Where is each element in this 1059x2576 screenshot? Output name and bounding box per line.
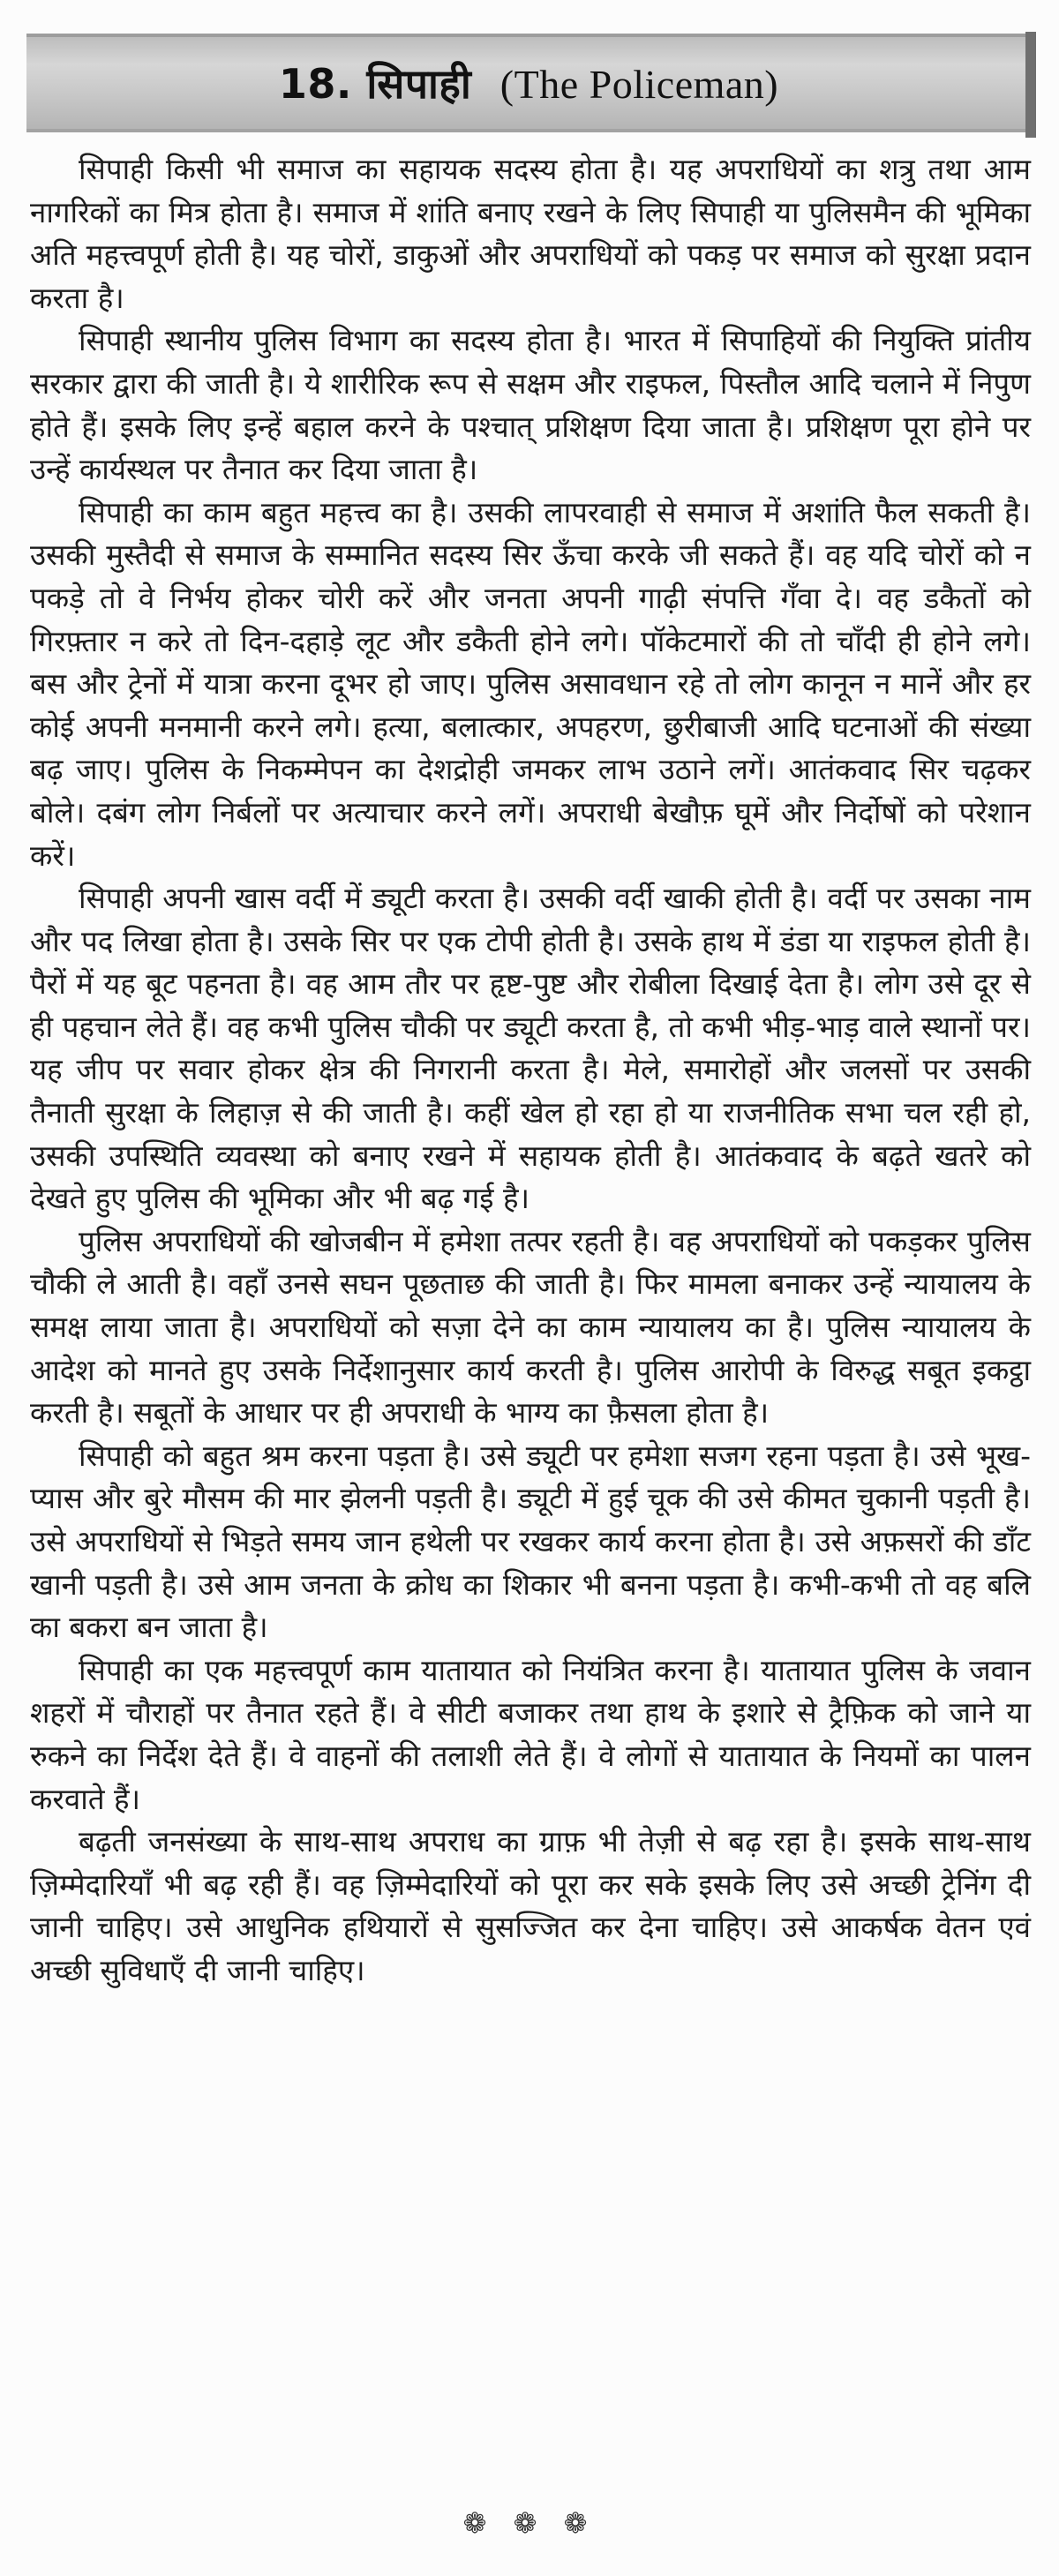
- page-title: [279, 56, 778, 110]
- paragraph-7: सिपाही का एक महत्त्वपूर्ण काम यातायात को नियंत्रित करना है। यातायात पुलिस के जवान शहरों में चौराहों पर तैनात रहते हैं। वे सीटी बजाकर तथा हाथ के इशारे से ट्रैफ़िक को जाने या रुकने का निर्देश देते हैं। वे वाहनों की तलाशी लेते हैं। वे लोगों से यातायात के नियमों का पालन करवाते हैं।: [30, 1652, 1031, 1816]
- title-english: (The Policeman): [499, 62, 779, 107]
- paragraph-6: सिपाही को बहुत श्रम करना पड़ता है। उसे ड्यूटी पर हमेशा सजग रहना पड़ता है। उसे भूख-प्यास और बुरे मौसम की मार झेलनी पड़ती है। ड्यूटी में हुई चूक की उसे कीमत चुकानी पड़ती है। उसे अपराधियों से भिड़ते समय जान हथेली पर रखकर कार्य करना होता है। उसे अफ़सरों की डाँट खानी पड़ती है। उसे आम जनता के क्रोध का शिकार भी बनना पड़ता है। कभी-कभी तो वह बलि का बकरा बन जाता है।: [30, 1438, 1031, 1645]
- title-hindi: सिपाही: [366, 60, 472, 108]
- paragraph-1: सिपाही किसी भी समाज का सहायक सदस्य होता है। यह अपराधियों का शत्रु तथा आम नागरिकों का मित्र होता है। समाज में शांति बनाए रखने के लिए सिपाही या पुलिसमैन की भूमिका अति महत्त्वपूर्ण होती है। यह चोरों, डाकुओं और अपराधियों को पकड़ पर समाज को सुरक्षा प्रदान करता है।: [30, 152, 1031, 315]
- title-banner: [26, 34, 1031, 132]
- chapter-number: 18.: [278, 60, 352, 108]
- paragraph-2: सिपाही स्थानीय पुलिस विभाग का सदस्य होता है। भारत में सिपाहियों की नियुक्ति प्रांतीय सरकार द्वारा की जाती है। ये शारीरिक रूप से सक्षम और राइफल, पिस्तौल आदि चलाने में निपुण होते हैं। इसके लिए इन्हें बहाल करने के पश्चात् प्रशिक्षण दिया जाता है। प्रशिक्षण पूरा होने पर उन्हें कार्यस्थल पर तैनात कर दिया जाता है।: [30, 323, 1031, 487]
- paragraph-4: सिपाही अपनी खास वर्दी में ड्यूटी करता है। उसकी वर्दी खाकी होती है। वर्दी पर उसका नाम और पद लिखा होता है। उसके सिर पर एक टोपी होती है। उसके हाथ में डंडा या राइफल होती है। पैरों में यह बूट पहनता है। वह आम तौर पर हृष्ट-पुष्ट और रोबीला दिखाई देता है। लोग उसे दूर से ही पहचान लेते हैं। वह कभी पुलिस चौकी पर ड्यूटी करता है, तो कभी भीड़-भाड़ वाले स्थानों पर। यह जीप पर सवार होकर क्षेत्र की निगरानी करता है। मेले, समारोहों और जलसों पर उसकी तैनाती सुरक्षा के लिहाज़ से की जाती है। कहीं खेल हो रहा हो या राजनीतिक सभा चल रही हो, उसकी उपस्थिति व्यवस्था को बनाए रखने में सहायक होती है। आतंकवाद के बढ़ते खतरे को देखते हुए पुलिस की भूमिका और भी बढ़ गई है।: [30, 881, 1031, 1216]
- paragraph-3: सिपाही का काम बहुत महत्त्व का है। उसकी लापरवाही से समाज में अशांति फैल सकती है। उसकी मुस्तैदी से समाज के सम्मानित सदस्य सिर ऊँचा करके जी सकते हैं। वह यदि चोरों को न पकड़े तो वे निर्भय होकर चोरी करें और जनता अपनी गाढ़ी संपत्ति गँवा दे। वह डकैतों को गिरफ़्तार न करे तो दिन-दहाड़े लूट और डकैती होने लगे। पॉकेटमारों की तो चाँदी ही होने लगे। बस और ट्रेनों में यात्रा करना दूभर हो जाए। पुलिस असावधान रहे तो लोग कानून न मानें और हर कोई अपनी मनमानी करने लगे। हत्या, बलात्कार, अपहरण, छुरीबाजी आदि घटनाओं की संख्या बढ़ जाए। पुलिस के निकम्मेपन का देशद्रोही जमकर लाभ उठाने लगें। आतंकवाद सिर चढ़कर बोले। दबंग लोग निर्बलों पर अत्याचार करने लगें। अपराधी बेखौफ़ घूमें और निर्दोषों को परेशान करें।: [30, 494, 1031, 873]
- paragraph-5: पुलिस अपराधियों की खोजबीन में हमेशा तत्पर रहती है। वह अपराधियों को पकड़कर पुलिस चौकी ले आती है। वहाँ उनसे सघन पूछताछ की जाती है। फिर मामला बनाकर उन्हें न्यायालय के समक्ष लाया जाता है। अपराधियों को सज़ा देने का काम न्यायालय का है। पुलिस न्यायालय के आदेश को मानते हुए उसके निर्देशानुसार कार्य करती है। पुलिस आरोपी के विरुद्ध सबूत इकट्ठा करती है। सबूतों के आधार पर ही अपराधी के भाग्य का फ़ैसला होता है।: [30, 1223, 1031, 1431]
- essay-body: [30, 148, 1031, 1993]
- paragraph-8: बढ़ती जनसंख्या के साथ-साथ अपराध का ग्राफ़ भी तेज़ी से बढ़ रहा है। इसके साथ-साथ ज़िम्मेदारियाँ भी बढ़ रही हैं। वह ज़िम्मेदारियों को पूरा कर सके इसके लिए उसे अच्छी ट्रेनिंग दी जानी चाहिए। उसे आधुनिक हथियारों से सुसज्जित कर देना चाहिए। उसे आकर्षक वेतन एवं अच्छी सुविधाएँ दी जानी चाहिए।: [30, 1824, 1031, 1987]
- end-ornament-icon: ❁ ❁ ❁: [462, 2506, 597, 2540]
